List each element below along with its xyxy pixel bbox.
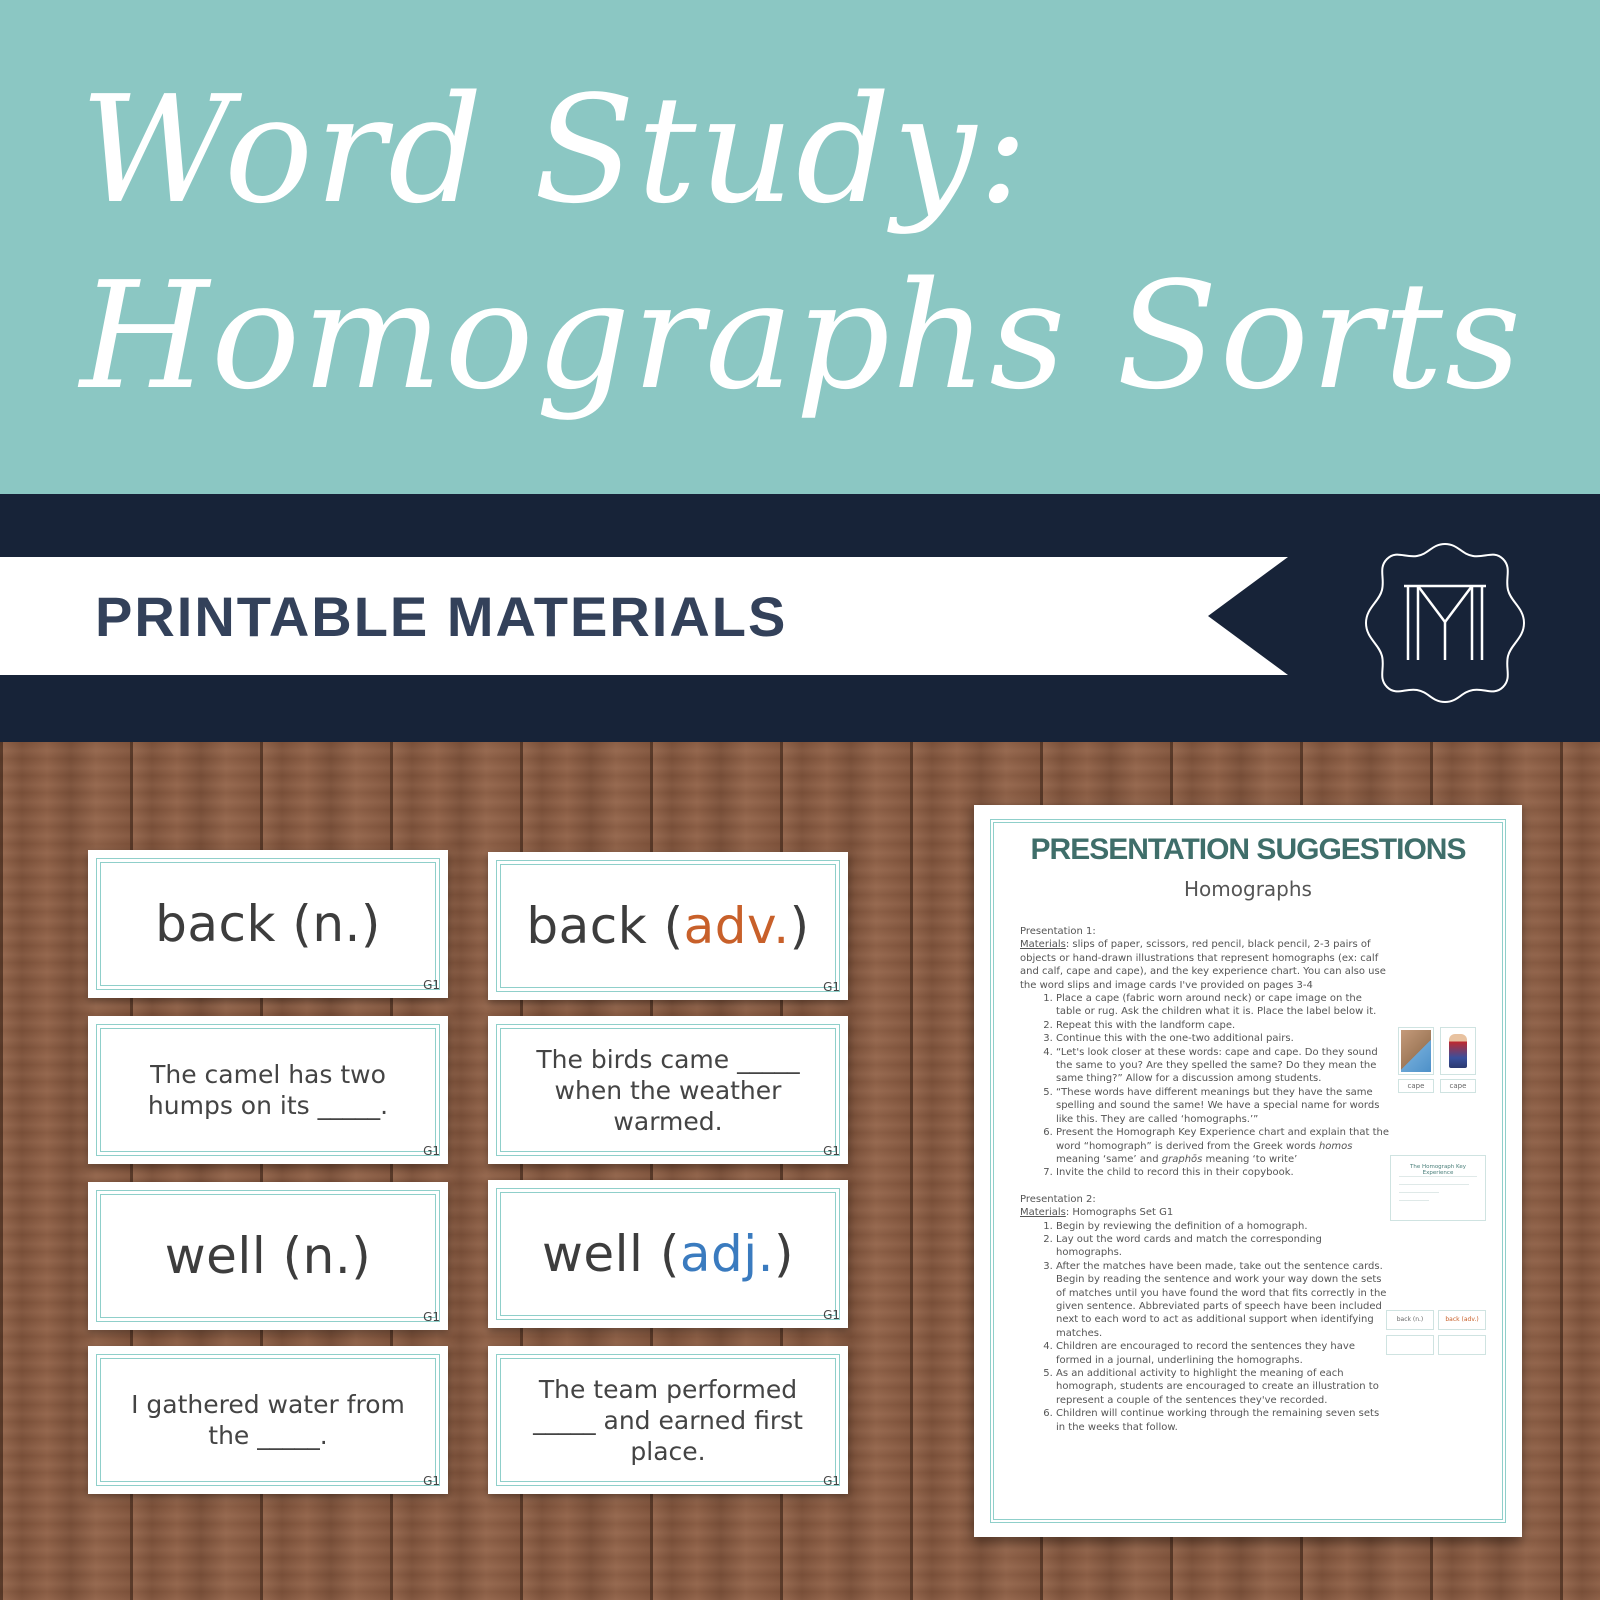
list-item: 6. Children will continue working through the remaining seven sets in the weeks that follow. <box>1056 1407 1390 1434</box>
word-card-well-adjective[interactable] <box>488 1180 848 1328</box>
list-item: 4. Children are encouraged to record the sentences they have formed in a journal, underlining the homographs. <box>1056 1340 1390 1367</box>
list-item: 5. As an additional activity to highlight the meaning of each homograph, students are encouraged to create an illustration to represent a couple of the sentences they've recorded. <box>1056 1367 1390 1407</box>
sentence-card-team[interactable] <box>488 1346 848 1494</box>
list-item: 7. Invite the child to record this in their copybook. <box>1056 1166 1390 1179</box>
card-frame <box>496 1354 840 1486</box>
m-monogram-icon <box>1364 542 1526 704</box>
sentence-card-water[interactable] <box>88 1346 448 1494</box>
list-item: 3. Continue this with the one-two additional pairs. <box>1056 1032 1390 1045</box>
key-experience-chart-thumbnail: The Homograph Key Experience <box>1390 1155 1486 1221</box>
card-set-label: G1 <box>823 1474 840 1488</box>
presentation-2-heading: Presentation 2: <box>1020 1193 1096 1205</box>
card-set-label: G1 <box>823 1308 840 1322</box>
sheet-subtitle: Homographs <box>1184 877 1312 901</box>
mini-card-back-adverb: back (adv.) <box>1438 1310 1486 1330</box>
word-card-back-adverb[interactable] <box>488 852 848 1000</box>
list-item: 2. Lay out the word cards and match the corresponding homographs. <box>1056 1233 1390 1260</box>
card-frame <box>96 1354 440 1486</box>
card-sentence: The birds came _____ when the weather warmed. <box>536 1044 800 1136</box>
card-set-label: G1 <box>423 1310 440 1324</box>
card-frame <box>496 1188 840 1320</box>
mini-card-back-noun: back (n.) <box>1386 1310 1434 1330</box>
card-set-label: G1 <box>823 980 840 994</box>
card-sentence: The camel has two humps on its _____. <box>147 1060 389 1120</box>
card-sentence: The team performed _____ and earned first place. <box>533 1374 803 1466</box>
list-item: 1. Begin by reviewing the definition of a homograph. <box>1056 1220 1390 1233</box>
word-card-back-noun[interactable] <box>88 850 448 998</box>
title-line-2: Homographs Sorts <box>80 250 1524 422</box>
cape-label-1: cape <box>1398 1079 1434 1093</box>
title-banner <box>0 0 1600 494</box>
word-card-well-noun[interactable] <box>88 1182 448 1330</box>
cape-landform-image <box>1398 1027 1434 1075</box>
mini-sentence-card-2 <box>1438 1335 1486 1355</box>
card-sentence: I gathered water from the _____. <box>131 1390 405 1450</box>
ribbon-label: PRINTABLE MATERIALS <box>95 585 788 648</box>
list-item: 5. “These words have different meanings but they have the same spelling and sound the same! We have a special name for words like this. They are called ‘homographs.’” <box>1056 1086 1390 1126</box>
mini-sentence-card-1 <box>1386 1335 1434 1355</box>
title-line-1: Word Study: <box>80 64 1031 236</box>
card-frame <box>496 1024 840 1156</box>
list-item: 3. After the matches have been made, take out the sentence cards. Begin by reading the sentence and work your way down the sets of matches until you have found the word that fits correctly in the given sentence. Abbreviated parts of speech have been included next to each word to act as additional support when identifying matches. <box>1056 1260 1390 1340</box>
card-frame <box>96 1190 440 1322</box>
sentence-card-camel[interactable] <box>88 1016 448 1164</box>
card-set-label: G1 <box>423 978 440 992</box>
part-of-speech-adj: adj. <box>679 1225 774 1283</box>
list-item: 1. Place a cape (fabric worn around neck) or cape image on the table or rug. Ask the children what it is. Place the label below it. <box>1056 992 1390 1019</box>
presentation-1-steps <box>1020 992 1390 1180</box>
list-item: 6. Present the Homograph Key Experience chart and explain that the word “homograph” is derived from the Greek words homos meaning ‘same’ and graphōs meaning ‘to write’ <box>1056 1126 1390 1166</box>
card-word: well (adj.) <box>541 1225 795 1283</box>
presentation-sheet <box>974 805 1522 1537</box>
cape-label-2: cape <box>1440 1079 1476 1093</box>
presentation-2-materials: Materials: Homographs Set G1 <box>1020 1207 1174 1219</box>
presentation-1-heading: Presentation 1: <box>1020 926 1096 937</box>
cape-clothing-image <box>1440 1027 1476 1075</box>
card-set-label: G1 <box>423 1144 440 1158</box>
card-word: back (adv.) <box>526 897 810 955</box>
card-word: back (n.) <box>155 895 381 953</box>
sheet-body <box>1020 925 1390 1434</box>
sentence-card-birds[interactable] <box>488 1016 848 1164</box>
presentation-2-steps <box>1020 1220 1390 1435</box>
card-word: well (n.) <box>164 1227 372 1285</box>
list-item: 4. “Let's look closer at these words: cape and cape. Do they sound the same to you? Are they spelled the same? Do they mean the same thing?” Allow for a discussion among students. <box>1056 1046 1390 1086</box>
card-set-label: G1 <box>423 1474 440 1488</box>
card-frame <box>496 860 840 992</box>
part-of-speech-adv: adv. <box>683 897 790 955</box>
card-frame <box>96 1024 440 1156</box>
card-frame <box>96 858 440 990</box>
card-set-label: G1 <box>823 1144 840 1158</box>
sheet-title: PRESENTATION SUGGESTIONS <box>1030 833 1466 866</box>
presentation-1-materials: Materials: slips of paper, scissors, red pencil, black pencil, 2-3 pairs of objects or hand-drawn illustrations that represent homographs (ex: calf and calf, cape and cape), and the key experience chart. You can also use the word slips and image cards I've provided on pages 3-4 <box>1020 939 1386 991</box>
list-item: 2. Repeat this with the landform cape. <box>1056 1019 1390 1032</box>
